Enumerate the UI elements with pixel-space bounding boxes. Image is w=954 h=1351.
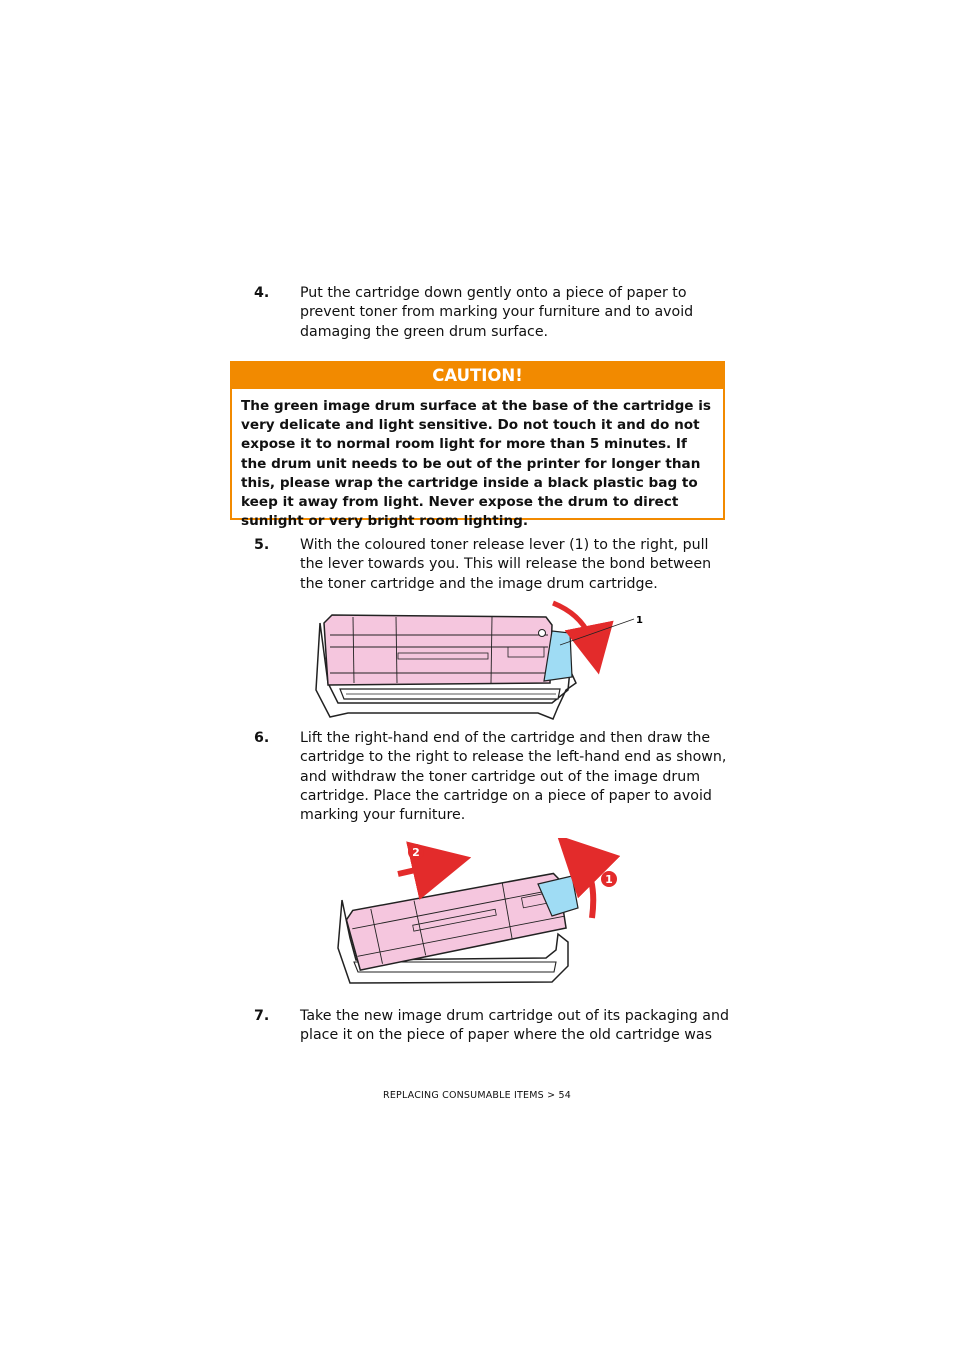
toner-cartridge (324, 615, 552, 685)
step-number: 4. (254, 285, 270, 301)
step-text: Put the cartridge down gently onto a piece of paper to prevent toner from marking your furniture and to avoid damaging the green drum surface. (300, 285, 694, 340)
figure-withdraw-toner (330, 838, 630, 988)
page-footer: REPLACING CONSUMABLE ITEMS > 54 (383, 1090, 571, 1101)
figure-toner-release-lever (308, 595, 648, 725)
draw-right-arrow (398, 864, 442, 874)
step-text: With the coloured toner release lever (1) to the right, pull the lever towards you. This will release the bond between the toner cartridge and the image drum cartridge. (300, 537, 712, 592)
step-text: Take the new image drum cartridge out of its packaging and place it on the piece of paper where the old cartridge was (300, 1008, 730, 1044)
step-number: 5. (254, 537, 270, 553)
caution-box (230, 361, 725, 530)
step-marker-1-label: 1 (605, 873, 613, 886)
callout-line (560, 619, 634, 645)
lift-arrow (578, 856, 593, 918)
callout-label-1: 1 (636, 615, 643, 626)
step-text: Lift the right-hand end of the cartridge and then draw the cartridge to the right to release the left-hand end as shown, and withdraw the toner cartridge out of the image drum cartridge. Place the cartridge on a piece of paper to avoid marking your furniture. (300, 730, 727, 824)
step-number: 7. (254, 1008, 270, 1024)
caution-text: The green image drum surface at the base of the cartridge is very delicate and light sensitive. Do not touch it and do not expose it to normal room light for more than 5 minutes. If the drum unit needs to be out of the printer for longer than this, please wrap the cartridge inside a black plastic bag to keep it away from light. Never expose the drum to direct sunlight or very bright room lighting. (241, 398, 711, 530)
toner-cartridge (345, 871, 568, 971)
step-number: 6. (254, 730, 270, 746)
step-marker-2-label: 2 (412, 846, 420, 859)
caution-title: CAUTION! (232, 363, 723, 389)
